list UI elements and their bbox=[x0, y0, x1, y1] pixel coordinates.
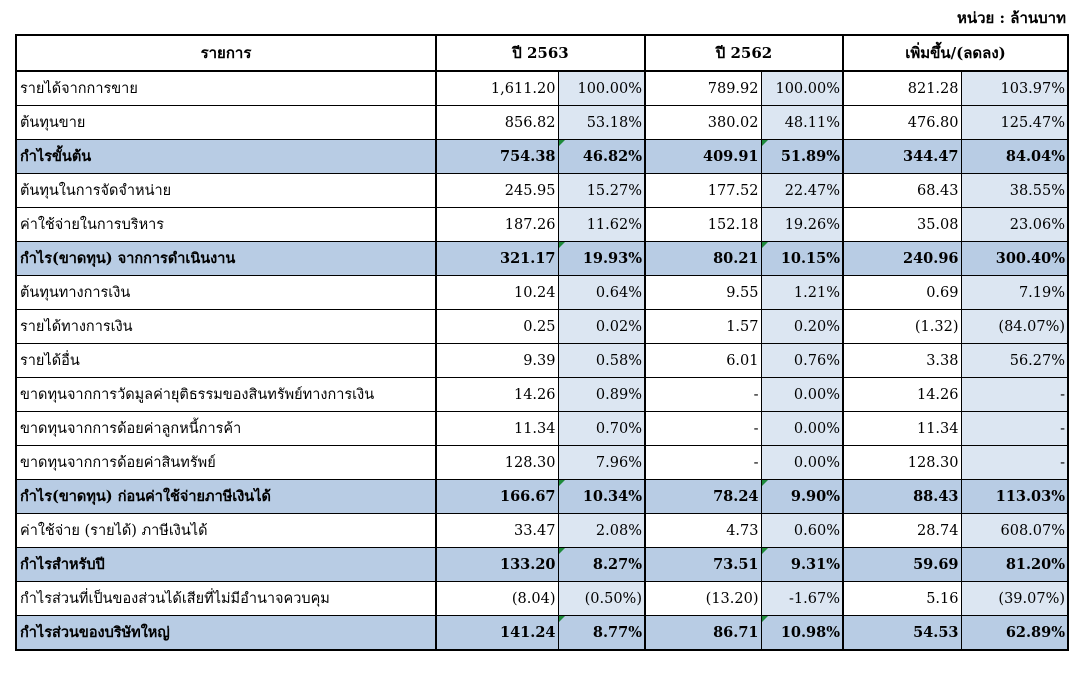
amount-2563: 141.24 bbox=[436, 616, 558, 651]
percent-change: 300.40% bbox=[961, 242, 1068, 276]
percent-2563: 46.82% bbox=[558, 140, 645, 174]
table-row bbox=[16, 412, 1068, 446]
amount-2563: 166.67 bbox=[436, 480, 558, 514]
amount-2563: 856.82 bbox=[436, 106, 558, 140]
percent-2563: 8.27% bbox=[558, 548, 645, 582]
amount-change: 14.26 bbox=[843, 378, 961, 412]
amount-2563: 33.47 bbox=[436, 514, 558, 548]
percent-2563: 0.70% bbox=[558, 412, 645, 446]
amount-2562: 1.57 bbox=[645, 310, 761, 344]
row-label: ขาดทุนจากการวัดมูลค่ายุติธรรมของสินทรัพย์ทางการเงิน bbox=[16, 378, 436, 412]
percent-2562: 9.90% bbox=[761, 480, 843, 514]
percent-2563: 15.27% bbox=[558, 174, 645, 208]
percent-change: 103.97% bbox=[961, 71, 1068, 106]
percent-2563: 11.62% bbox=[558, 208, 645, 242]
percent-change: 125.47% bbox=[961, 106, 1068, 140]
amount-2562: 789.92 bbox=[645, 71, 761, 106]
row-label: กำไรส่วนที่เป็นของส่วนได้เสียที่ไม่มีอำนาจควบคุม bbox=[16, 582, 436, 616]
table-row bbox=[16, 174, 1068, 208]
unit-label: หน่วย : ล้านบาท bbox=[956, 9, 1066, 27]
percent-2562: 51.89% bbox=[761, 140, 843, 174]
percent-2563: 0.02% bbox=[558, 310, 645, 344]
row-label: กำไรขั้นต้น bbox=[16, 140, 436, 174]
percent-change: 608.07% bbox=[961, 514, 1068, 548]
amount-change: 28.74 bbox=[843, 514, 961, 548]
amount-change: 0.69 bbox=[843, 276, 961, 310]
row-label: ขาดทุนจากการด้อยค่าลูกหนี้การค้า bbox=[16, 412, 436, 446]
percent-change: 62.89% bbox=[961, 616, 1068, 651]
amount-change: 11.34 bbox=[843, 412, 961, 446]
amount-2563: 133.20 bbox=[436, 548, 558, 582]
amount-change: 59.69 bbox=[843, 548, 961, 582]
percent-2563: 0.58% bbox=[558, 344, 645, 378]
row-label: ต้นทุนขาย bbox=[16, 106, 436, 140]
table-row bbox=[16, 446, 1068, 480]
amount-2563: 9.39 bbox=[436, 344, 558, 378]
header-year-2563: ปี 2563 bbox=[436, 35, 645, 71]
percent-change: (39.07%) bbox=[961, 582, 1068, 616]
percent-2563: 53.18% bbox=[558, 106, 645, 140]
percent-2562: 100.00% bbox=[761, 71, 843, 106]
percent-2562: 10.98% bbox=[761, 616, 843, 651]
percent-change: - bbox=[961, 446, 1068, 480]
header-row bbox=[16, 35, 1068, 71]
table-row bbox=[16, 616, 1068, 651]
table-row bbox=[16, 548, 1068, 582]
amount-2562: 152.18 bbox=[645, 208, 761, 242]
table-row bbox=[16, 140, 1068, 174]
percent-2562: 0.76% bbox=[761, 344, 843, 378]
row-label: กำไรส่วนของบริษัทใหญ่ bbox=[16, 616, 436, 651]
amount-change: 68.43 bbox=[843, 174, 961, 208]
percent-2563: 2.08% bbox=[558, 514, 645, 548]
amount-2562: - bbox=[645, 412, 761, 446]
table-row bbox=[16, 514, 1068, 548]
percent-change: 56.27% bbox=[961, 344, 1068, 378]
row-label: กำไร(ขาดทุน) ก่อนค่าใช้จ่ายภาษีเงินได้ bbox=[16, 480, 436, 514]
amount-2563: 187.26 bbox=[436, 208, 558, 242]
percent-2562: 0.00% bbox=[761, 378, 843, 412]
table-row bbox=[16, 480, 1068, 514]
amount-change: (1.32) bbox=[843, 310, 961, 344]
percent-2562: 0.20% bbox=[761, 310, 843, 344]
percent-change: 81.20% bbox=[961, 548, 1068, 582]
amount-2563: (8.04) bbox=[436, 582, 558, 616]
percent-change: 113.03% bbox=[961, 480, 1068, 514]
amount-2562: 4.73 bbox=[645, 514, 761, 548]
percent-2563: 7.96% bbox=[558, 446, 645, 480]
amount-change: 5.16 bbox=[843, 582, 961, 616]
table-row bbox=[16, 344, 1068, 378]
percent-2563: 0.64% bbox=[558, 276, 645, 310]
amount-2562: 6.01 bbox=[645, 344, 761, 378]
row-label: ต้นทุนในการจัดจำหน่าย bbox=[16, 174, 436, 208]
row-label: รายได้อื่น bbox=[16, 344, 436, 378]
amount-2563: 10.24 bbox=[436, 276, 558, 310]
percent-2563: 0.89% bbox=[558, 378, 645, 412]
amount-2563: 245.95 bbox=[436, 174, 558, 208]
amount-change: 344.47 bbox=[843, 140, 961, 174]
table-row bbox=[16, 310, 1068, 344]
amount-2563: 754.38 bbox=[436, 140, 558, 174]
percent-2563: (0.50%) bbox=[558, 582, 645, 616]
percent-2563: 19.93% bbox=[558, 242, 645, 276]
amount-2562: 86.71 bbox=[645, 616, 761, 651]
table-row bbox=[16, 106, 1068, 140]
percent-2563: 100.00% bbox=[558, 71, 645, 106]
percent-2562: 0.00% bbox=[761, 412, 843, 446]
amount-2562: - bbox=[645, 446, 761, 480]
amount-2563: 14.26 bbox=[436, 378, 558, 412]
row-label: ขาดทุนจากการด้อยค่าสินทรัพย์ bbox=[16, 446, 436, 480]
table-row bbox=[16, 276, 1068, 310]
percent-change: 23.06% bbox=[961, 208, 1068, 242]
row-label: รายได้จากการขาย bbox=[16, 71, 436, 106]
amount-2562: 78.24 bbox=[645, 480, 761, 514]
percent-2562: 1.21% bbox=[761, 276, 843, 310]
row-label: ต้นทุนทางการเงิน bbox=[16, 276, 436, 310]
amount-2562: 80.21 bbox=[645, 242, 761, 276]
amount-2563: 128.30 bbox=[436, 446, 558, 480]
row-label: ค่าใช้จ่ายในการบริหาร bbox=[16, 208, 436, 242]
amount-change: 3.38 bbox=[843, 344, 961, 378]
amount-2562: 380.02 bbox=[645, 106, 761, 140]
table-row bbox=[16, 378, 1068, 412]
header-year-2562: ปี 2562 bbox=[645, 35, 843, 71]
percent-change: (84.07%) bbox=[961, 310, 1068, 344]
percent-2562: 0.00% bbox=[761, 446, 843, 480]
percent-2562: 19.26% bbox=[761, 208, 843, 242]
percent-2562: 9.31% bbox=[761, 548, 843, 582]
amount-2563: 11.34 bbox=[436, 412, 558, 446]
percent-2562: 10.15% bbox=[761, 242, 843, 276]
table-row bbox=[16, 582, 1068, 616]
table-row bbox=[16, 71, 1068, 106]
amount-change: 88.43 bbox=[843, 480, 961, 514]
table-row bbox=[16, 242, 1068, 276]
percent-change: 7.19% bbox=[961, 276, 1068, 310]
amount-2562: - bbox=[645, 378, 761, 412]
amount-change: 476.80 bbox=[843, 106, 961, 140]
percent-change: 38.55% bbox=[961, 174, 1068, 208]
percent-2562: 0.60% bbox=[761, 514, 843, 548]
amount-2562: 9.55 bbox=[645, 276, 761, 310]
percent-2563: 10.34% bbox=[558, 480, 645, 514]
amount-2563: 1,611.20 bbox=[436, 71, 558, 106]
percent-change: 84.04% bbox=[961, 140, 1068, 174]
row-label: รายได้ทางการเงิน bbox=[16, 310, 436, 344]
amount-2563: 0.25 bbox=[436, 310, 558, 344]
row-label: กำไรสำหรับปี bbox=[16, 548, 436, 582]
income-statement-table bbox=[15, 34, 1069, 651]
percent-2562: -1.67% bbox=[761, 582, 843, 616]
header-change: เพิ่มขึ้น/(ลดลง) bbox=[843, 35, 1068, 71]
amount-2562: 409.91 bbox=[645, 140, 761, 174]
percent-2563: 8.77% bbox=[558, 616, 645, 651]
amount-change: 128.30 bbox=[843, 446, 961, 480]
row-label: ค่าใช้จ่าย (รายได้) ภาษีเงินได้ bbox=[16, 514, 436, 548]
percent-2562: 48.11% bbox=[761, 106, 843, 140]
header-item: รายการ bbox=[16, 35, 436, 71]
amount-2563: 321.17 bbox=[436, 242, 558, 276]
percent-change: - bbox=[961, 412, 1068, 446]
amount-2562: (13.20) bbox=[645, 582, 761, 616]
amount-2562: 177.52 bbox=[645, 174, 761, 208]
amount-change: 240.96 bbox=[843, 242, 961, 276]
amount-change: 54.53 bbox=[843, 616, 961, 651]
row-label: กำไร(ขาดทุน) จากการดำเนินงาน bbox=[16, 242, 436, 276]
table-row bbox=[16, 208, 1068, 242]
amount-change: 35.08 bbox=[843, 208, 961, 242]
percent-change: - bbox=[961, 378, 1068, 412]
percent-2562: 22.47% bbox=[761, 174, 843, 208]
amount-change: 821.28 bbox=[843, 71, 961, 106]
amount-2562: 73.51 bbox=[645, 548, 761, 582]
